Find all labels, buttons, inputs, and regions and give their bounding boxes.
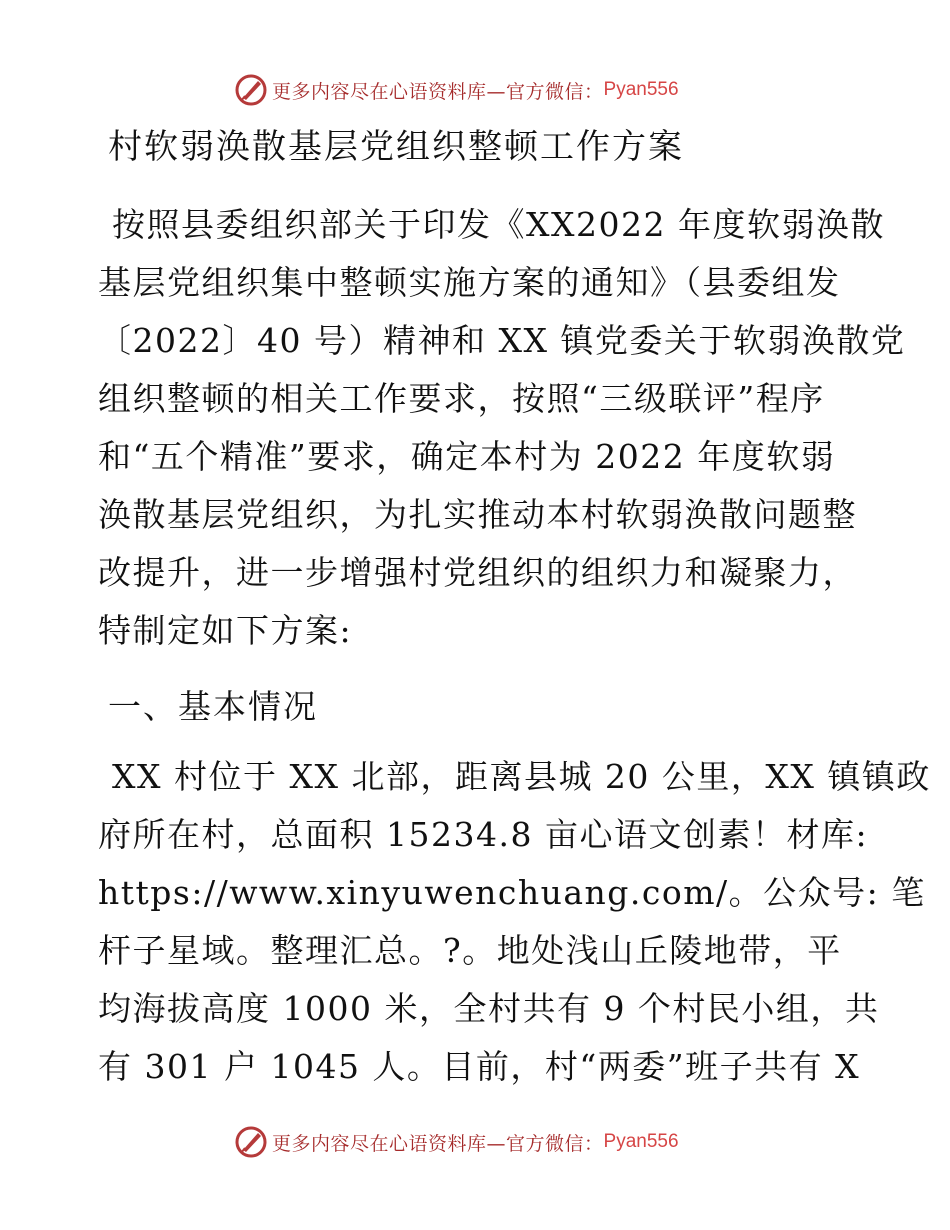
watermark-text: 更多内容尽在心语资料库—官方微信：	[272, 1132, 604, 1155]
text-line: 基层党组织集中整顿实施方案的通知》（县委组发	[98, 263, 841, 302]
text-line: 改提升，进一步增强村党组织的组织力和凝聚力，	[98, 553, 857, 592]
text-line: 杆子星域。整理汇总。?。地处浅山丘陵地带，平	[98, 931, 842, 970]
text-line: 有 301 户 1045 人。目前，村“两委”班子共有 X	[98, 1047, 861, 1086]
quill-circle-icon	[234, 1125, 268, 1159]
watermark-text: 更多内容尽在心语资料库—官方微信：	[272, 80, 604, 103]
text-line: 涣散基层党组织，为扎实推动本村软弱涣散问题整	[98, 495, 857, 534]
watermark-footer	[234, 1124, 679, 1160]
quill-circle-icon	[234, 73, 268, 107]
section-paragraph	[98, 748, 931, 1096]
text-line: 组织整顿的相关工作要求，按照“三级联评”程序	[98, 379, 825, 418]
watermark-wechat-id: Pyan556	[603, 79, 679, 100]
text-line: 和“五个精准”要求，确定本村为 2022 年度软弱	[98, 437, 836, 476]
text-line: 特制定如下方案:	[98, 611, 353, 650]
document-title: 村软弱涣散基层党组织整顿工作方案	[108, 127, 684, 167]
watermark-wechat-id: Pyan556	[603, 1131, 679, 1152]
text-line: 府所在村，总面积 15234.8 亩心语文创素！材库:	[98, 815, 869, 854]
text-line: 按照县委组织部关于印发《XX2022 年度软弱涣散	[112, 205, 885, 244]
text-line: XX 村位于 XX 北部，距离县城 20 公里，XX 镇镇政	[112, 757, 931, 796]
intro-paragraph	[98, 196, 906, 660]
section-heading: 一、基本情况	[108, 687, 318, 726]
text-line: 均海拔高度 1000 米，全村共有 9 个村民小组，共	[98, 989, 880, 1028]
text-line: 〔2022〕40 号）精神和 XX 镇党委关于软弱涣散党	[98, 321, 906, 360]
text-line: https://www.xinyuwenchuang.com/。公众号: 笔	[98, 873, 926, 912]
watermark-header	[234, 72, 679, 108]
